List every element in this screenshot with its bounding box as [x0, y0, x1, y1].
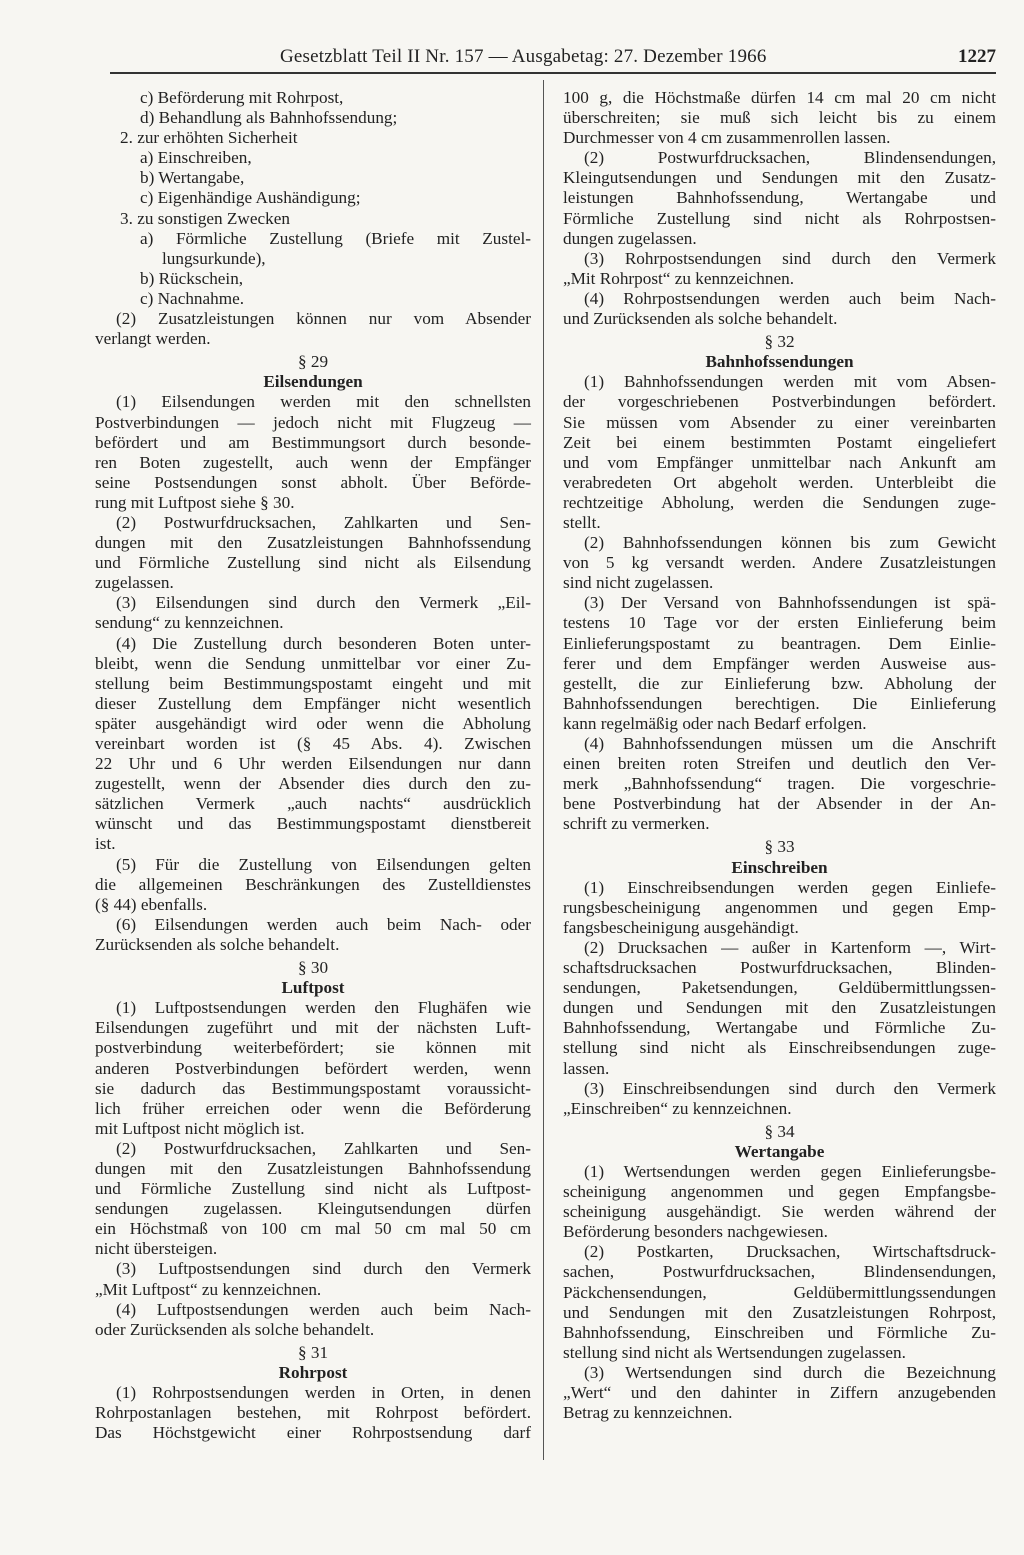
text-line: (1) Bahnhofssendungen werden mit vom Absen-: [584, 372, 996, 392]
text-line: Beförderung besonders nachgewiesen.: [563, 1222, 828, 1242]
text-line: (2) Bahnhofssendungen können bis zum Gewicht: [584, 533, 996, 553]
text-line: (2) Postwurfdrucksachen, Zahlkarten und Sen-: [116, 512, 531, 532]
text-line: 100 g, die Höchstmaße dürfen 14 cm mal 20 cm nicht: [563, 88, 996, 107]
text-line: bleibt, wenn die Sendung unmittelbar vor einer Zu-: [95, 653, 531, 673]
text-line: sie dadurch das Bestimmungspostamt voraussicht-: [95, 1078, 531, 1098]
text-line: b) Rückschein,: [140, 268, 244, 288]
text-line: fangsbescheinigung ausgehändigt.: [563, 917, 799, 937]
text-line: vereinbart worden ist (§ 45 Abs. 4). Zwischen: [95, 734, 531, 753]
text-line: stellung sind nicht als Wertsendungen zugelassen.: [563, 1342, 906, 1362]
text-line: (3) Einschreibsendungen sind durch den Vermerk: [584, 1078, 996, 1098]
text-line: Einlieferungspostamt zu beantragen. Dem Einlie-: [563, 633, 996, 653]
text-line: merk „Bahnhofssendung“ tragen. Die vorgeschrie-: [563, 774, 996, 794]
left-column: [95, 88, 531, 1443]
section-number: § 33: [764, 837, 795, 857]
text-line: sendungen zugelassen. Kleingutsendungen dürfen: [95, 1199, 531, 1219]
text-line: dungen zugelassen.: [563, 228, 697, 248]
text-line: (4) Rohrpostsendungen werden auch beim Nach-: [584, 288, 996, 308]
text-line: Päckchensendungen, Geldübermittlungssendungen: [563, 1282, 996, 1302]
text-line: verlangt werden.: [95, 329, 211, 349]
page-header: [110, 44, 996, 70]
text-line: rungsbescheinigung angenommen und gegen Emp-: [563, 897, 996, 917]
running-title: Gesetzblatt Teil II Nr. 157 — Ausgabetag: 27. Dezember 1966: [280, 46, 767, 67]
text-line: überschreiten; sie muß sich leicht bis zu einem: [563, 108, 996, 128]
text-line: oder Zurücksenden als solche behandelt.: [95, 1319, 375, 1339]
text-line: a) Einschreiben,: [140, 148, 252, 168]
text-line: nicht übersteigen.: [95, 1239, 218, 1259]
text-line: c) Eigenhändige Aushändigung;: [140, 188, 361, 208]
text-line: (4) Die Zustellung durch besonderen Boten unter-: [116, 633, 531, 653]
text-line: wünscht und das Bestimmungspostamt dienstbereit: [95, 814, 531, 834]
section-title: Rohrpost: [278, 1362, 348, 1382]
text-line: Rohrpostanlagen bestehen, mit Rohrpost befördert.: [95, 1403, 531, 1423]
text-line: 2. zur erhöhten Sicherheit: [120, 128, 298, 148]
text-line: (1) Rohrpostsendungen werden in Orten, in denen: [116, 1383, 531, 1402]
text-line: befördert und am Bestimmungsort durch besonde-: [95, 432, 531, 452]
text-line: „Wert“ und den dahinter in Ziffern anzugebenden: [563, 1383, 996, 1402]
text-line: Bahnhofssendung, Wertangabe und Förmliche Zu-: [563, 1018, 996, 1038]
section-number: § 30: [297, 958, 329, 978]
text-line: schaftsdrucksachen Postwurfdrucksachen, Blinden-: [563, 958, 996, 978]
column-divider: [543, 80, 544, 1460]
text-line: Kleingutsendungen und Sendungen mit den Zusatz-: [563, 168, 996, 188]
section-number: § 34: [764, 1121, 795, 1141]
text-line: Zurücksenden als solche behandelt.: [95, 934, 340, 954]
text-line: dungen mit den Zusatzleistungen Bahnhofssendung: [95, 533, 531, 553]
page-number: 1227: [958, 46, 996, 67]
text-line: Eilsendungen zugeführt und mit der nächsten Luft-: [95, 1018, 531, 1038]
text-line: sätzlichen Vermerk „auch nachts“ ausdrücklich: [95, 794, 531, 814]
text-line: (4) Luftpostsendungen werden auch beim Nach-: [116, 1299, 531, 1319]
text-line: leistungen Bahnhofssendung, Wertangabe und: [563, 188, 996, 208]
text-line: ein Höchstmaß von 100 cm mal 50 cm mal 50 cm: [95, 1219, 531, 1239]
text-line: und Sendungen mit den Zusatzleistungen Rohrpost,: [563, 1302, 996, 1322]
text-line: sendung“ zu kennzeichnen.: [95, 613, 284, 633]
text-line: ferer und dem Empfänger werden Ausweise aus-: [563, 653, 996, 673]
text-line: stellung sind nicht als Einschreibsendungen zuge-: [563, 1038, 996, 1058]
text-line: kann regelmäßig oder nach Bedarf erfolgen.: [563, 713, 867, 733]
text-line: stellt.: [563, 512, 601, 532]
text-line: lich früher erreichen oder wenn die Beförderung: [95, 1098, 531, 1118]
text-line: (2) Postkarten, Drucksachen, Wirtschaftsdruck-: [584, 1242, 996, 1262]
section-number: § 32: [764, 332, 795, 352]
text-line: zugelassen.: [95, 573, 174, 593]
text-line: Durchmesser von 4 cm zusammenrollen lassen.: [563, 128, 891, 148]
section-number: § 29: [297, 352, 329, 372]
section-title: Wertangabe: [734, 1141, 825, 1161]
text-line: b) Wertangabe,: [140, 168, 245, 188]
header-rule: [110, 72, 996, 74]
text-line: schrift zu vermerken.: [563, 814, 710, 834]
text-line: stellung beim Bestimmungspostamt eingeht und mit: [95, 673, 531, 693]
text-line: (3) Der Versand von Bahnhofssendungen ist spä-: [584, 593, 996, 613]
text-line: sachen, Postwurfdrucksachen, Blindensendungen,: [563, 1262, 996, 1282]
text-line: bene Postverbindung hat der Absender in der An-: [563, 794, 996, 814]
text-line: Postverbindungen — jedoch nicht mit Flugzeug —: [95, 412, 531, 432]
text-line: (3) Wertsendungen sind durch die Bezeichnung: [584, 1362, 996, 1382]
text-line: gestellt, die zur Einlieferung bzw. Abholung der: [563, 673, 996, 693]
text-line: c) Beförderung mit Rohrpost,: [140, 88, 344, 107]
section-title: Eilsendungen: [263, 372, 363, 392]
text-line: rechtzeitige Abholung, werden die Sendungen zuge-: [563, 492, 996, 512]
text-line: scheinigung angenommen und gegen Empfangsbe-: [563, 1182, 996, 1202]
text-line: rung mit Luftpost siehe § 30.: [95, 492, 295, 512]
text-line: (1) Einschreibsendungen werden gegen Einliefe-: [584, 877, 996, 897]
text-line: lassen.: [563, 1058, 610, 1078]
text-line: (2) Postwurfdrucksachen, Zahlkarten und Sen-: [116, 1138, 531, 1158]
text-line: „Mit Rohrpost“ zu kennzeichnen.: [563, 268, 795, 288]
text-line: zugestellt, wenn der Absender dies durch den zu-: [95, 774, 531, 794]
text-line: anderen Postverbindungen befördert werden, wenn: [95, 1058, 531, 1078]
text-line: d) Behandlung als Bahnhofssendung;: [140, 108, 398, 128]
text-line: und Zurücksenden als solche behandelt.: [563, 309, 838, 329]
section-title: Einschreiben: [731, 857, 828, 877]
text-line: (1) Luftpostsendungen werden den Flughäfen wie: [116, 998, 531, 1018]
text-line: und Förmliche Zustellung sind nicht als Eilsendung: [95, 553, 531, 573]
text-line: der vorgeschriebenen Postverbindungen befördert.: [563, 392, 996, 412]
section-title: Luftpost: [281, 978, 345, 998]
text-line: (2) Zusatzleistungen können nur vom Absender: [116, 309, 531, 329]
text-line: Förmliche Zustellung sind nicht als Rohrpostsen-: [563, 208, 996, 228]
text-line: testens 10 Tage vor der ersten Einlieferung beim: [563, 613, 996, 633]
text-line: c) Nachnahme.: [140, 288, 245, 308]
text-line: von 5 kg versandt werden. Andere Zusatzleistungen: [563, 553, 996, 573]
text-line: und vom Empfänger unmittelbar nach Ankunft am: [563, 452, 996, 472]
text-line: die allgemeinen Beschränkungen des Zustelldienstes: [95, 874, 531, 894]
text-line: dieser Zustellung dem Empfänger nicht wesentlich: [95, 693, 531, 713]
text-line: Bahnhofssendung, Einschreiben und Förmliche Zu-: [563, 1322, 996, 1342]
text-line: (1) Eilsendungen werden mit den schnellsten: [116, 392, 531, 412]
text-line: scheinigung ausgehändigt. Sie werden während der: [563, 1202, 996, 1222]
text-line: (6) Eilsendungen werden auch beim Nach- oder: [116, 914, 531, 934]
text-line: verabredeten Ort abgeholt werden. Unterbleibt die: [563, 472, 996, 492]
text-line: sendungen, Paketsendungen, Geldübermittlungssen-: [563, 978, 996, 998]
text-line: (2) Postwurfdrucksachen, Blindensendungen,: [584, 148, 996, 168]
text-line: Das Höchstgewicht einer Rohrpostsendung darf: [95, 1423, 531, 1443]
text-line: 22 Uhr und 6 Uhr werden Eilsendungen nur dann: [95, 754, 531, 774]
text-line: Zeit bei einem bestimmten Postamt eingeliefert: [563, 432, 996, 452]
text-line: postverbindung weiterbefördert; sie können mit: [95, 1038, 531, 1058]
text-line: (3) Luftpostsendungen sind durch den Vermerk: [116, 1259, 531, 1279]
text-line: sind nicht zugelassen.: [563, 573, 714, 593]
text-line: (5) Für die Zustellung von Eilsendungen gelten: [116, 854, 531, 874]
text-line: (3) Eilsendungen sind durch den Vermerk „Eil-: [116, 593, 531, 613]
text-line: später ausgehändigt wird oder wenn die Abholung: [95, 713, 531, 733]
text-line: dungen und Sendungen mit den Zusatzleistungen: [563, 998, 996, 1018]
text-line: „Einschreiben“ zu kennzeichnen.: [563, 1098, 792, 1118]
section-title: Bahnhofssendungen: [705, 352, 854, 372]
text-line: seine Postsendungen sonst abholt. Über Beförde-: [95, 472, 531, 492]
section-number: § 31: [297, 1342, 329, 1362]
text-line: a) Förmliche Zustellung (Briefe mit Zustel-: [140, 228, 531, 248]
text-line: (§ 44) ebenfalls.: [95, 894, 208, 914]
text-line: (1) Wertsendungen werden gegen Einlieferungsbe-: [584, 1161, 996, 1181]
text-line: (3) Rohrpostsendungen sind durch den Vermerk: [584, 248, 996, 268]
text-line: einen breiten roten Streifen und deutlich den Ver-: [563, 754, 996, 774]
text-line: (4) Bahnhofssendungen müssen um die Anschrift: [584, 734, 996, 753]
right-column: [563, 88, 996, 1423]
text-line: lungsurkunde),: [162, 248, 266, 268]
text-line: und Förmliche Zustellung sind nicht als Luftpost-: [95, 1179, 531, 1199]
text-line: „Mit Luftpost“ zu kennzeichnen.: [95, 1279, 322, 1299]
text-line: (2) Drucksachen — außer in Kartenform —, Wirt-: [584, 937, 996, 957]
text-line: Betrag zu kennzeichnen.: [563, 1403, 733, 1423]
text-line: ist.: [95, 834, 116, 854]
text-line: ren Boten zugestellt, auch wenn der Empfänger: [95, 452, 531, 472]
text-line: Sie müssen vom Absender zu einer vereinbarten: [563, 412, 996, 432]
text-line: 3. zu sonstigen Zwecken: [120, 208, 290, 228]
text-line: dungen mit den Zusatzleistungen Bahnhofssendung: [95, 1158, 531, 1178]
text-line: Bahnhofssendungen berechtigen. Die Einlieferung: [563, 693, 996, 713]
text-line: mit Luftpost nicht möglich ist.: [95, 1118, 305, 1138]
